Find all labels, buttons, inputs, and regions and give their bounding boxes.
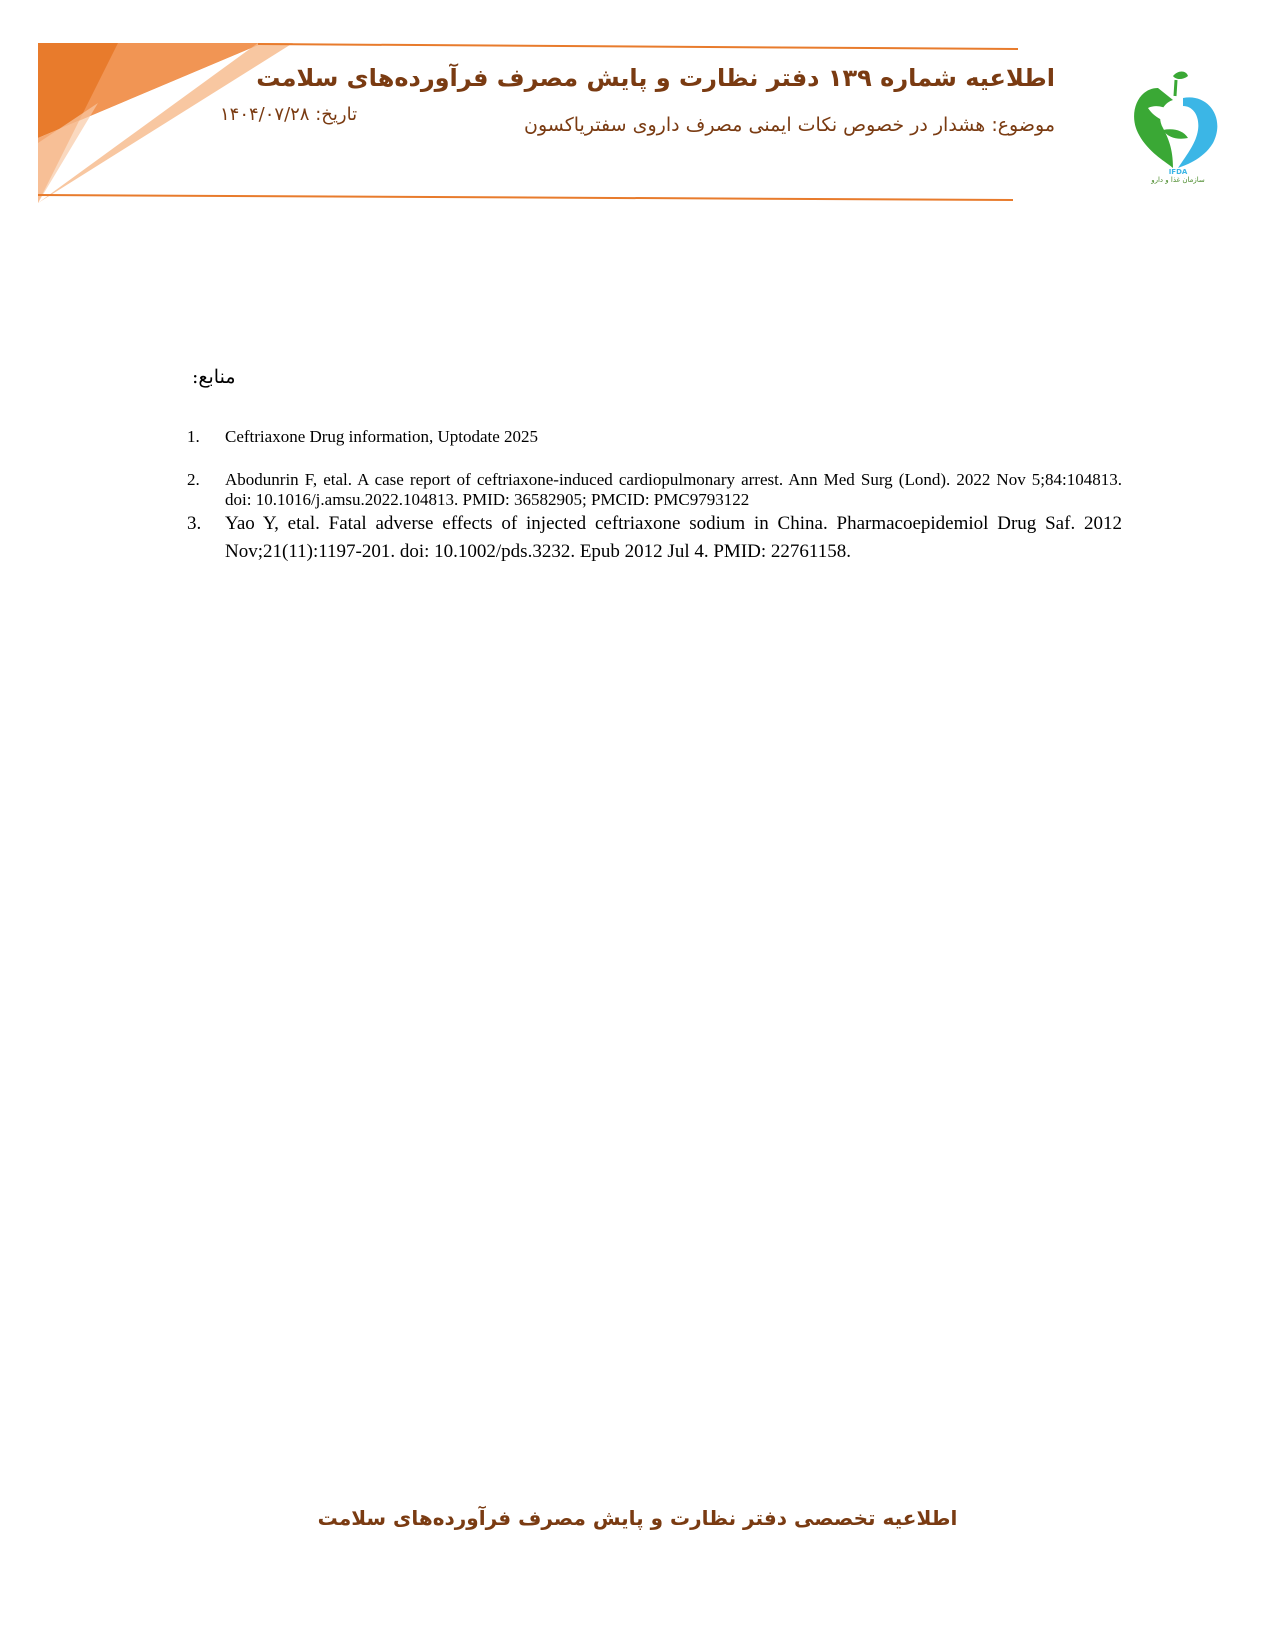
- reference-item: [187, 427, 1122, 447]
- page-title: اطلاعیه شماره ۱۳۹ دفتر نظارت و پایش مصرف فرآورده‌های سلامت: [256, 64, 1055, 92]
- reference-number: 2.: [187, 470, 200, 489]
- reference-number: 3.: [187, 513, 202, 534]
- page-footer: اطلاعیه تخصصی دفتر نظارت و پایش مصرف فرآورده‌های سلامت: [317, 1506, 958, 1530]
- logo-caption-en: IFDA: [1168, 168, 1188, 176]
- reference-number: 1.: [187, 427, 200, 446]
- reference-item: [187, 510, 1122, 566]
- references-heading: منابع:: [192, 366, 236, 388]
- page-subject: موضوع: هشدار در خصوص نکات ایمنی مصرف داروی سفتریاکسون: [524, 114, 1055, 136]
- logo-caption-fa: سازمان غذا و دارو: [1151, 176, 1205, 184]
- logo-caption: [1128, 168, 1228, 184]
- reference-text: Ceftriaxone Drug information, Uptodate 2025: [225, 427, 539, 446]
- reference-text: Abodunrin F, etal. A case report of ceftriaxone-induced cardiopulmonary arrest. Ann Med Surg (Lond). 2022 Nov 5;84:104813. doi: 10.1016/j.amsu.2022.104813. PMID: 36582905; PMCID: PMC9793122: [225, 470, 1122, 509]
- reference-text: Yao Y, etal. Fatal adverse effects of injected ceftriaxone sodium in China. Pharmacoepidemiol Drug Saf. 2012 Nov;21(11):1197-201. doi: 10.1002/pds.3232. Epub 2012 Jul 4. PMID: 22761158.: [225, 513, 1122, 562]
- reference-item: [187, 470, 1122, 510]
- page-date: تاریخ: ۱۴۰۴/۰۷/۲۸: [220, 104, 358, 125]
